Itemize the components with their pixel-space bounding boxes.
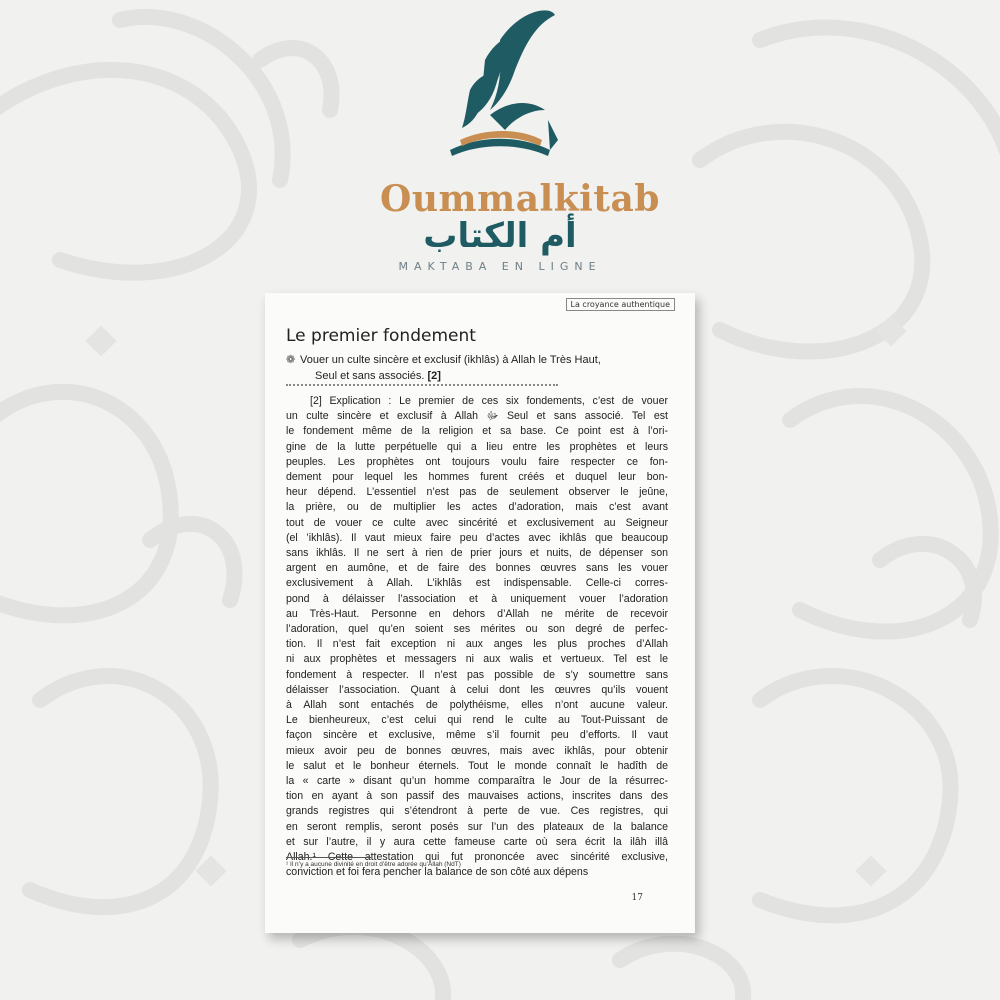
body-line: conviction et foi fera pencher la balance de son côté aux dépens [286,866,589,879]
body-line: mieux avoir peu de bonnes œuvres, mais avec ikhlâs, pour obtenir [286,744,668,757]
body-line: [2] Explication : Le premier de ces six fondements, c’est de vouer [310,395,668,407]
chapter-subtitle [286,352,656,384]
body-line: en seront remplis, seront posés sur l’un des plateaux de la balance [286,820,668,833]
body-line: grands registres qui s’étendront à perte de vue. Ces registres, qui [286,805,668,818]
body-line: Le bienheureux, c’est celui qui rend le culte au Tout-Puissant de [286,714,668,727]
page-number: 17 [631,893,643,903]
body-text [286,394,668,881]
body-line: tion en ayant à son passif des mauvaises actions, inscrites dans des [286,790,668,803]
subtitle-line-1: Vouer un culte sincère et exclusif (ikhlâs) à Allah le Très Haut, [300,354,601,366]
footnote: ¹ Il n’y a aucune divinité en droit d’être adorée qu’Allah (NdT) [286,861,461,868]
subtitle-line-2-text: Seul et sans associés. [315,370,425,382]
body-line: dement pour lequel les hommes furent créés et duquel leur bon- [286,471,668,484]
body-line: le salut et le bonheur éternels. Tout le monde connaît le hadîth de [286,759,668,772]
body-line: à Allah sont entachés de polythéisme, elles n’ont aucune valeur. [286,699,668,712]
body-line: fondement à respecter. Il n’est pas possible de s’y soumettre sans [286,668,668,681]
feather-book-icon [430,0,570,175]
body-line: (el ’ikhlâs). Il vaut mieux faire peu d’actes avec ikhlâs que beaucoup [286,531,668,544]
ornament-bullet-icon: ❁ [286,354,296,366]
body-line: sans ikhlâs. Il ne sert à rien de prier jours et nuits, de dépenser son [286,547,668,560]
running-head: La croyance authentique [566,298,675,311]
body-line: l’adoration, quel qu’en soient ses mérites ou son degré de perfec- [286,623,668,636]
chapter-title: Le premier fondement [286,326,476,346]
body-line: au Très-Haut. Personne en dehors d’Allah ne mérite de recevoir [286,607,668,620]
brand-logo [380,0,660,290]
dotted-divider [286,384,558,386]
book-page [265,293,695,933]
body-line: et sur l’autre, il y aura cette fameuse carte où sera écrit la ilâh illâ [286,835,668,848]
body-line: heur dépend. L’essentiel n’est pas de seulement observer le jeûne, [286,486,668,499]
body-line: argent en aumône, et de faire des bonnes œuvres sans les vouer [286,562,668,575]
body-line: la « carte » disant qu’un homme comparaîtra le Jour de la résurrec- [286,775,668,788]
brand-tagline: MAKTABA EN LIGNE [398,260,602,273]
body-line: exclusivement à Allah. L’ikhlâs est indispensable. Celle-ci corres- [286,577,668,590]
body-line: ni aux prophètes et messagers ni aux walis et vertueux. Tel est le [286,653,668,666]
body-line: un culte sincère et exclusif à Allah ﷻ Seul et sans associé. Tel est [286,410,668,423]
subtitle-line-2 [286,368,656,384]
body-line: pond à délaisser l’association et à uniquement vouer l’adoration [286,592,668,605]
footnote-rule [286,857,371,858]
body-line: tion. Il n’est fait exception ni aux anges les plus proches d’Allah [286,638,668,651]
body-line: délaisser l’association. Quant à celui dont les œuvres qu’ils vouent [286,683,668,696]
body-line: façon sincère et exclusive, même s’il fournit peu d’efforts. Il vaut [286,729,668,742]
brand-name-latin: Oummalkitab [380,178,660,220]
brand-name-arabic: أم الكتاب [423,216,577,256]
body-line: tout de vouer ce culte avec sincérité et exclusivement au Seigneur [286,516,668,529]
body-line: la prière, ou de multiplier les actes d’adoration, mais c’est avant [286,501,668,514]
body-line: Allah.¹ Cette attestation qui fut prononcée avec sincérité exclusive, [286,851,668,864]
body-line: peuples. Les prophètes ont toujours voulu faire respecter ce fon- [286,455,668,468]
body-line: le fondement même de la religion et sa base. Ce point est à l’ori- [286,425,668,438]
subtitle-ref: [2] [427,370,441,382]
body-line: gine de la lutte perpétuelle qui a lieu entre les prophètes et leurs [286,440,668,453]
